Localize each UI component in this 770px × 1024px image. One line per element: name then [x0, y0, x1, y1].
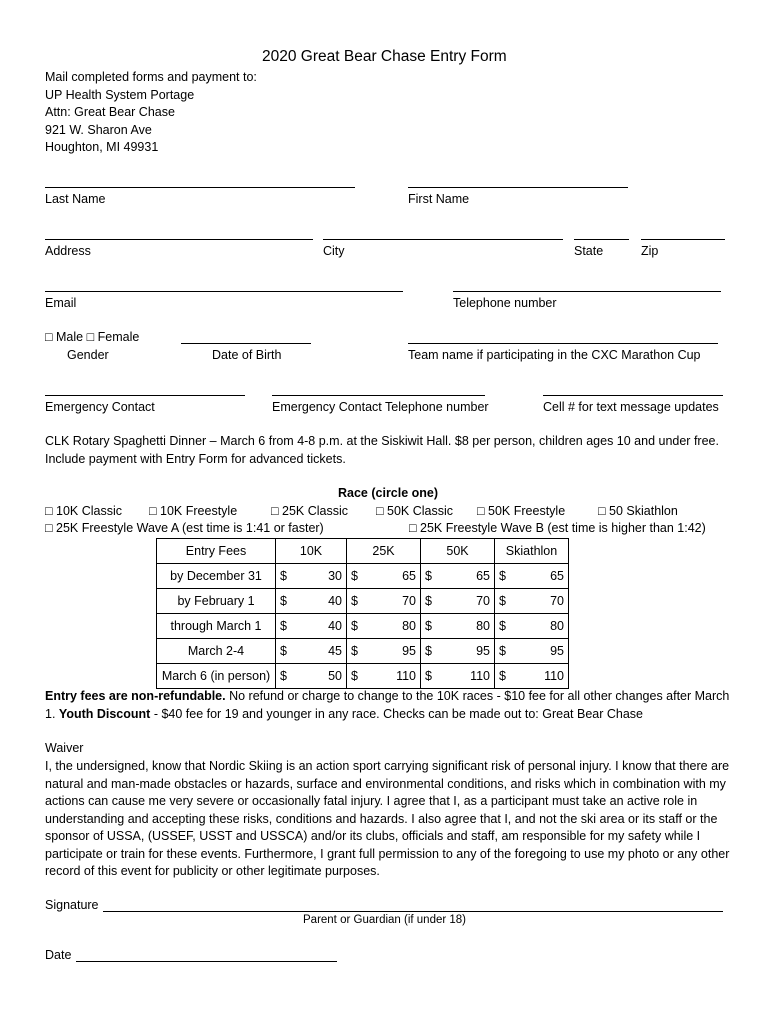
telephone-field[interactable]: [453, 291, 721, 292]
currency-symbol: $: [425, 669, 432, 683]
emergency-contact-label: Emergency Contact: [45, 400, 155, 414]
waiver-heading: Waiver: [45, 741, 84, 755]
table-row: [157, 564, 569, 589]
fee-value: 70: [476, 594, 490, 608]
currency-symbol: $: [499, 569, 506, 583]
row-label: through March 1: [157, 614, 276, 639]
fees-note-text-2: - $40 fee for 19 and younger in any race. Checks can be made out to: Great Bear Chase: [150, 706, 643, 721]
date-label: Date: [45, 948, 72, 962]
currency-symbol: $: [499, 619, 506, 633]
fee-value: 80: [550, 619, 564, 633]
fee-value: 110: [396, 669, 416, 683]
email-label: Email: [45, 296, 77, 310]
fee-value: 65: [402, 569, 416, 583]
city-field[interactable]: [323, 239, 563, 240]
currency-symbol: $: [499, 669, 506, 683]
currency-symbol: $: [499, 594, 506, 608]
emergency-phone-label: Emergency Contact Telephone number: [272, 400, 489, 414]
race-option-25k-classic[interactable]: □ 25K Classic: [271, 504, 349, 518]
fee-value: 95: [550, 644, 564, 658]
header-cell: Entry Fees: [157, 539, 276, 564]
currency-symbol: $: [280, 569, 287, 583]
state-label: State: [574, 244, 604, 258]
fee-value: 45: [328, 644, 342, 658]
table-row: [157, 614, 569, 639]
signature-field[interactable]: [103, 911, 723, 912]
race-option-25k-wave-a[interactable]: □ 25K Freestyle Wave A (est time is 1:41 or faster): [45, 521, 324, 535]
currency-symbol: $: [499, 644, 506, 658]
address-field[interactable]: [45, 239, 313, 240]
currency-symbol: $: [351, 594, 358, 608]
mail-line: UP Health System Portage: [45, 88, 195, 102]
fee-value: 70: [550, 594, 564, 608]
signature-label: Signature: [45, 898, 99, 912]
fee-value: 40: [328, 594, 342, 608]
team-label: Team name if participating in the CXC Marathon Cup: [408, 348, 701, 362]
email-field[interactable]: [45, 291, 403, 292]
currency-symbol: $: [425, 644, 432, 658]
address-label: Address: [45, 244, 91, 258]
fees-note-bold-1: Entry fees are non-refundable.: [45, 689, 226, 703]
row-label: by December 31: [157, 564, 276, 589]
date-field[interactable]: [76, 961, 337, 962]
race-option-50-skiathlon[interactable]: □ 50 Skiathlon: [598, 504, 678, 518]
currency-symbol: $: [351, 619, 358, 633]
row-label: March 6 (in person): [157, 664, 276, 689]
fee-value: 65: [476, 569, 490, 583]
gender-label: Gender: [67, 348, 109, 362]
guardian-label: Parent or Guardian (if under 18): [303, 914, 467, 926]
gender-checkboxes[interactable]: □ Male □ Female: [45, 330, 140, 344]
fees-note-text-1: No refund or charge to change to the 10K races - $10 fee for all other changes after March 1.: [45, 689, 730, 721]
last-name-field[interactable]: [45, 187, 355, 188]
header-cell: 50K: [421, 539, 495, 564]
table-row: [157, 639, 569, 664]
first-name-label: First Name: [408, 192, 470, 206]
fee-value: 80: [476, 619, 490, 633]
fee-value: 50: [328, 669, 342, 683]
mail-line: Houghton, MI 49931: [45, 140, 159, 154]
fee-value: 95: [476, 644, 490, 658]
zip-label: Zip: [641, 244, 659, 258]
table-row: [157, 664, 569, 689]
race-option-10k-freestyle[interactable]: □ 10K Freestyle: [149, 504, 238, 518]
race-option-25k-wave-b[interactable]: □ 25K Freestyle Wave B (est time is higher than 1:42): [409, 521, 706, 535]
cell-label: Cell # for text message updates: [543, 400, 719, 414]
race-option-50k-freestyle[interactable]: □ 50K Freestyle: [477, 504, 566, 518]
mail-line: 921 W. Sharon Ave: [45, 123, 152, 137]
currency-symbol: $: [351, 569, 358, 583]
currency-symbol: $: [280, 644, 287, 658]
currency-symbol: $: [280, 619, 287, 633]
table-header-row: [157, 539, 569, 564]
telephone-label: Telephone number: [453, 296, 557, 310]
header-cell: 25K: [347, 539, 421, 564]
currency-symbol: $: [425, 619, 432, 633]
dob-label: Date of Birth: [212, 348, 282, 362]
fee-value: 30: [328, 569, 342, 583]
currency-symbol: $: [351, 644, 358, 658]
entry-fees-table: [156, 538, 569, 689]
fee-value: 70: [402, 594, 416, 608]
last-name-label: Last Name: [45, 192, 106, 206]
fee-value: 40: [328, 619, 342, 633]
mail-line: Attn: Great Bear Chase: [45, 105, 175, 119]
dinner-info: CLK Rotary Spaghetti Dinner – March 6 from 4-8 p.m. at the Siskiwit Hall. $8 per person, children ages 10 and under free. Include payment with Entry Form for advanced tickets.: [45, 434, 719, 466]
waiver-text: I, the undersigned, know that Nordic Skiing is an action sport carrying significant risk of personal injury. I know that there are natural and man-made obstacles or hazards, surface and environmental conditions, and risks which in combination with my actions can cause me very severe or occasionally fatal injury. I agree that I, as a participant must take an active role in understanding and accepting these risks, conditions and hazards. I also agree that I, and not the ski area or its staff or the sponsor of USSA, (USSEF, USST and USSCA) and/or its clubs, officials and staff, am responsible for my safety while I participate or train for these events. Furthermore, I grant full permission to any of the foregoing to use my photo or any other record of this event for publicity or other legitimate purposes.: [45, 759, 730, 878]
cell-field[interactable]: [543, 395, 723, 396]
emergency-contact-field[interactable]: [45, 395, 245, 396]
state-field[interactable]: [574, 239, 629, 240]
fee-value: 80: [402, 619, 416, 633]
city-label: City: [323, 244, 345, 258]
fee-value: 65: [550, 569, 564, 583]
race-option-10k-classic[interactable]: □ 10K Classic: [45, 504, 123, 518]
header-cell: Skiathlon: [495, 539, 569, 564]
race-heading: Race (circle one): [338, 486, 439, 500]
row-label: March 2-4: [157, 639, 276, 664]
fees-note-bold-2: Youth Discount: [58, 706, 151, 721]
emergency-phone-field[interactable]: [272, 395, 485, 396]
first-name-field[interactable]: [408, 187, 628, 188]
currency-symbol: $: [280, 669, 287, 683]
zip-field[interactable]: [641, 239, 725, 240]
fee-value: 110: [470, 669, 490, 683]
currency-symbol: $: [425, 569, 432, 583]
fee-value: 110: [544, 669, 564, 683]
mail-line: Mail completed forms and payment to:: [45, 70, 257, 84]
race-option-50k-classic[interactable]: □ 50K Classic: [376, 504, 454, 518]
fee-value: 95: [402, 644, 416, 658]
page-title: 2020 Great Bear Chase Entry Form: [262, 48, 507, 65]
team-field[interactable]: [408, 343, 718, 344]
currency-symbol: $: [280, 594, 287, 608]
header-cell: 10K: [276, 539, 347, 564]
dob-field[interactable]: [181, 343, 311, 344]
currency-symbol: $: [425, 594, 432, 608]
row-label: by February 1: [157, 589, 276, 614]
currency-symbol: $: [351, 669, 358, 683]
table-row: [157, 589, 569, 614]
fees-note: [45, 688, 735, 723]
